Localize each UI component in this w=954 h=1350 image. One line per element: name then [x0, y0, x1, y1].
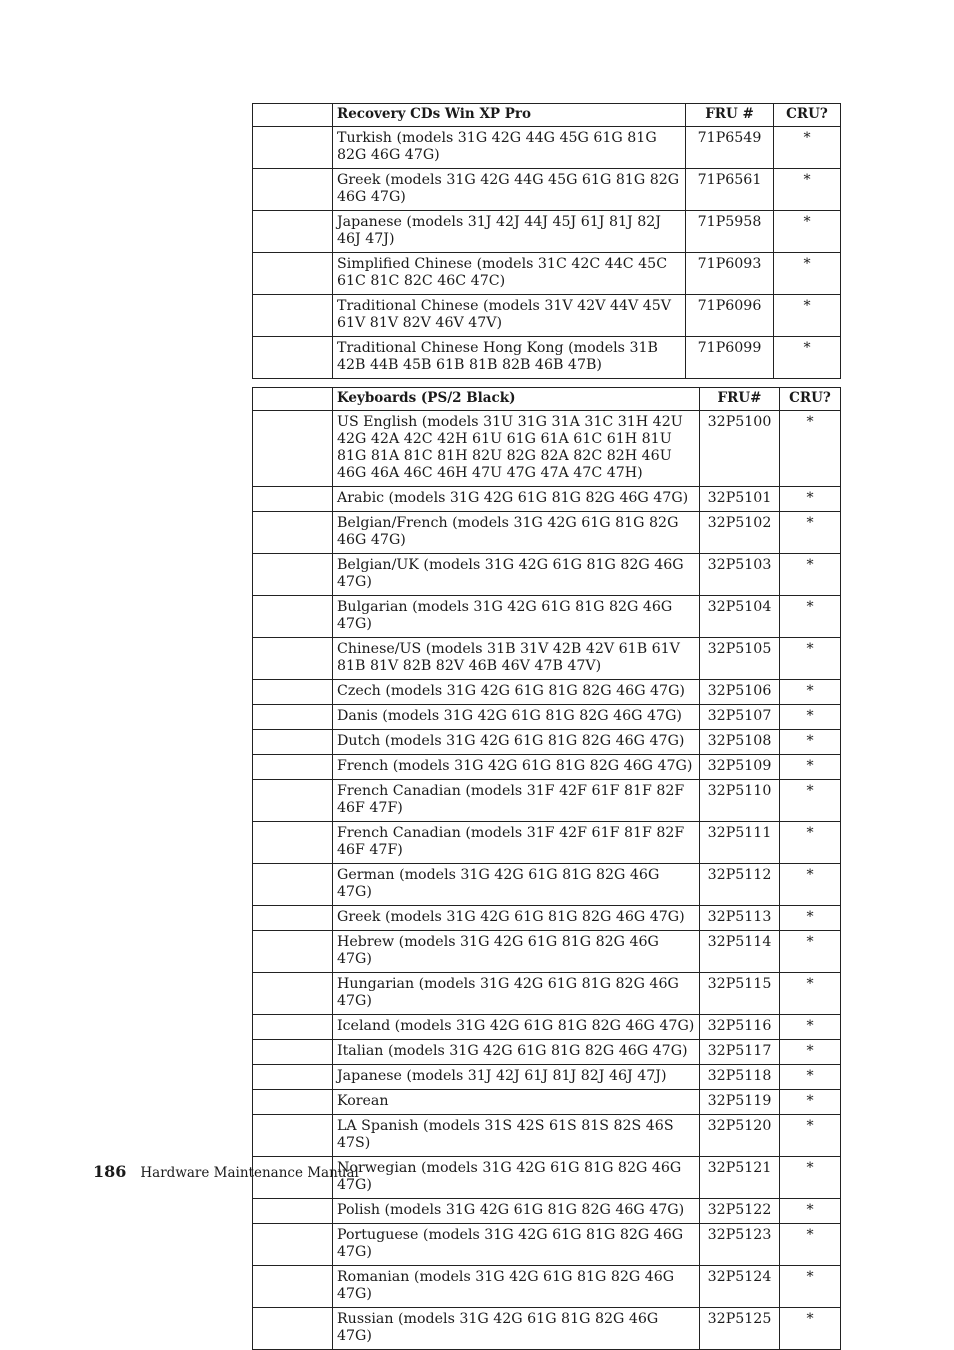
cru-cell: *	[780, 864, 841, 906]
fru-number-cell: 32P5123	[700, 1224, 780, 1266]
table-row	[253, 127, 841, 169]
fru-number-cell: 32P5119	[700, 1090, 780, 1115]
cru-cell: *	[780, 755, 841, 780]
fru-number-cell: 32P5112	[700, 864, 780, 906]
fru-column-header: FRU#	[700, 388, 780, 411]
description-cell: Dutch (models 31G 42G 61G 81G 82G 46G 47G)	[333, 730, 700, 755]
index-cell	[253, 1015, 333, 1040]
description-column-header: Recovery CDs Win XP Pro	[333, 104, 686, 127]
index-cell	[253, 638, 333, 680]
table-row	[253, 1090, 841, 1115]
index-cell	[253, 1266, 333, 1308]
page-number: 186	[93, 1162, 127, 1181]
cru-cell: *	[780, 973, 841, 1015]
description-cell: Russian (models 31G 42G 61G 81G 82G 46G 47G)	[333, 1308, 700, 1350]
cru-cell: *	[780, 906, 841, 931]
table-header-row	[253, 104, 841, 127]
cru-cell: *	[774, 211, 841, 253]
table-row	[253, 169, 841, 211]
fru-number-cell: 32P5124	[700, 1266, 780, 1308]
table-row	[253, 680, 841, 705]
description-cell: Japanese (models 31J 42J 61J 81J 82J 46J 47J)	[333, 1065, 700, 1090]
table-row	[253, 780, 841, 822]
index-cell	[253, 127, 333, 169]
cru-cell: *	[780, 512, 841, 554]
table-row	[253, 973, 841, 1015]
description-column-header: Keyboards (PS/2 Black)	[333, 388, 700, 411]
index-cell	[253, 295, 333, 337]
index-cell	[253, 906, 333, 931]
fru-number-cell: 71P5958	[686, 211, 774, 253]
recovery-cds-table	[252, 103, 841, 379]
index-cell	[253, 169, 333, 211]
fru-number-cell: 32P5121	[700, 1157, 780, 1199]
fru-number-cell: 32P5109	[700, 755, 780, 780]
description-cell: Simplified Chinese (models 31C 42C 44C 45C 61C 81C 82C 46C 47C)	[333, 253, 686, 295]
table-row	[253, 337, 841, 379]
description-cell: Danis (models 31G 42G 61G 81G 82G 46G 47G)	[333, 705, 700, 730]
fru-number-cell: 71P6561	[686, 169, 774, 211]
fru-number-cell: 32P5118	[700, 1065, 780, 1090]
description-cell: French (models 31G 42G 61G 81G 82G 46G 47G)	[333, 755, 700, 780]
index-cell	[253, 1040, 333, 1065]
fru-number-cell: 32P5116	[700, 1015, 780, 1040]
description-cell: Japanese (models 31J 42J 44J 45J 61J 81J 82J 46J 47J)	[333, 211, 686, 253]
index-column-header	[253, 388, 333, 411]
cru-cell: *	[780, 411, 841, 487]
description-cell: Hungarian (models 31G 42G 61G 81G 82G 46G 47G)	[333, 973, 700, 1015]
description-cell: Italian (models 31G 42G 61G 81G 82G 46G 47G)	[333, 1040, 700, 1065]
description-cell: Korean	[333, 1090, 700, 1115]
cru-cell: *	[774, 127, 841, 169]
fru-number-cell: 32P5120	[700, 1115, 780, 1157]
index-cell	[253, 554, 333, 596]
table-row	[253, 253, 841, 295]
table-row	[253, 1040, 841, 1065]
table-row	[253, 1266, 841, 1308]
fru-number-cell: 32P5108	[700, 730, 780, 755]
fru-number-cell: 32P5125	[700, 1308, 780, 1350]
index-cell	[253, 1115, 333, 1157]
table-row	[253, 705, 841, 730]
fru-number-cell: 32P5117	[700, 1040, 780, 1065]
table-row	[253, 411, 841, 487]
table-row	[253, 638, 841, 680]
cru-cell: *	[780, 705, 841, 730]
index-cell	[253, 705, 333, 730]
fru-number-cell: 32P5100	[700, 411, 780, 487]
description-cell: Greek (models 31G 42G 44G 45G 61G 81G 82G 46G 47G)	[333, 169, 686, 211]
table-header-row	[253, 388, 841, 411]
index-column-header	[253, 104, 333, 127]
cru-cell: *	[780, 730, 841, 755]
fru-number-cell: 32P5114	[700, 931, 780, 973]
description-cell: Czech (models 31G 42G 61G 81G 82G 46G 47G)	[333, 680, 700, 705]
cru-cell: *	[774, 337, 841, 379]
cru-column-header: CRU?	[780, 388, 841, 411]
cru-column-header: CRU?	[774, 104, 841, 127]
table-row	[253, 906, 841, 931]
description-cell: Arabic (models 31G 42G 61G 81G 82G 46G 47G)	[333, 487, 700, 512]
fru-number-cell: 32P5107	[700, 705, 780, 730]
table-row	[253, 1065, 841, 1090]
cru-cell: *	[780, 1015, 841, 1040]
table-row	[253, 1199, 841, 1224]
description-cell: Belgian/French (models 31G 42G 61G 81G 82G 46G 47G)	[333, 512, 700, 554]
cru-cell: *	[780, 780, 841, 822]
index-cell	[253, 1308, 333, 1350]
cru-cell: *	[774, 169, 841, 211]
index-cell	[253, 253, 333, 295]
fru-number-cell: 32P5110	[700, 780, 780, 822]
description-cell: German (models 31G 42G 61G 81G 82G 46G 47G)	[333, 864, 700, 906]
fru-number-cell: 71P6093	[686, 253, 774, 295]
table-row	[253, 512, 841, 554]
page-footer	[93, 1162, 359, 1181]
description-cell: Turkish (models 31G 42G 44G 45G 61G 81G 82G 46G 47G)	[333, 127, 686, 169]
table-row	[253, 487, 841, 512]
cru-cell: *	[780, 638, 841, 680]
index-cell	[253, 780, 333, 822]
cru-cell: *	[780, 1224, 841, 1266]
description-cell: Traditional Chinese (models 31V 42V 44V 45V 61V 81V 82V 46V 47V)	[333, 295, 686, 337]
table-row	[253, 864, 841, 906]
index-cell	[253, 822, 333, 864]
keyboards-table	[252, 387, 841, 1350]
description-cell: Romanian (models 31G 42G 61G 81G 82G 46G 47G)	[333, 1266, 700, 1308]
table-row	[253, 755, 841, 780]
table-row	[253, 596, 841, 638]
table-row	[253, 730, 841, 755]
index-cell	[253, 1199, 333, 1224]
fru-number-cell: 32P5105	[700, 638, 780, 680]
manual-title: Hardware Maintenance Manual	[140, 1165, 359, 1181]
index-cell	[253, 680, 333, 705]
cru-cell: *	[780, 1090, 841, 1115]
table-row	[253, 931, 841, 973]
index-cell	[253, 487, 333, 512]
index-cell	[253, 337, 333, 379]
fru-number-cell: 71P6549	[686, 127, 774, 169]
description-cell: US English (models 31U 31G 31A 31C 31H 42U 42G 42A 42C 42H 61U 61G 61A 61C 61H 81U 81G 81A 81C 81H 82U 82G 82A 82C 82H 46U 46G 46A 46C 46H 47U 47G 47A 47C 47H)	[333, 411, 700, 487]
description-cell: Norwegian (models 31G 42G 61G 81G 82G 46G 47G)	[333, 1157, 700, 1199]
index-cell	[253, 864, 333, 906]
description-cell: Belgian/UK (models 31G 42G 61G 81G 82G 46G 47G)	[333, 554, 700, 596]
description-cell: French Canadian (models 31F 42F 61F 81F 82F 46F 47F)	[333, 780, 700, 822]
index-cell	[253, 211, 333, 253]
description-cell: Hebrew (models 31G 42G 61G 81G 82G 46G 47G)	[333, 931, 700, 973]
index-cell	[253, 596, 333, 638]
fru-number-cell: 32P5102	[700, 512, 780, 554]
table-row	[253, 1015, 841, 1040]
description-cell: French Canadian (models 31F 42F 61F 81F 82F 46F 47F)	[333, 822, 700, 864]
cru-cell: *	[780, 1065, 841, 1090]
fru-number-cell: 71P6096	[686, 295, 774, 337]
cru-cell: *	[774, 295, 841, 337]
fru-number-cell: 32P5113	[700, 906, 780, 931]
cru-cell: *	[780, 931, 841, 973]
fru-number-cell: 32P5111	[700, 822, 780, 864]
cru-cell: *	[780, 680, 841, 705]
description-cell: Greek (models 31G 42G 61G 81G 82G 46G 47G)	[333, 906, 700, 931]
cru-cell: *	[780, 1157, 841, 1199]
table-row	[253, 211, 841, 253]
description-cell: Chinese/US (models 31B 31V 42B 42V 61B 61V 81B 81V 82B 82V 46B 46V 47B 47V)	[333, 638, 700, 680]
index-cell	[253, 512, 333, 554]
table-row	[253, 822, 841, 864]
description-cell: LA Spanish (models 31S 42S 61S 81S 82S 46S 47S)	[333, 1115, 700, 1157]
cru-cell: *	[780, 1040, 841, 1065]
description-cell: Bulgarian (models 31G 42G 61G 81G 82G 46G 47G)	[333, 596, 700, 638]
index-cell	[253, 1090, 333, 1115]
index-cell	[253, 411, 333, 487]
index-cell	[253, 1065, 333, 1090]
cru-cell: *	[774, 253, 841, 295]
description-cell: Polish (models 31G 42G 61G 81G 82G 46G 47G)	[333, 1199, 700, 1224]
table-row	[253, 554, 841, 596]
index-cell	[253, 931, 333, 973]
index-cell	[253, 1224, 333, 1266]
fru-number-cell: 32P5104	[700, 596, 780, 638]
fru-column-header: FRU #	[686, 104, 774, 127]
description-cell: Traditional Chinese Hong Kong (models 31B 42B 44B 45B 61B 81B 82B 46B 47B)	[333, 337, 686, 379]
cru-cell: *	[780, 554, 841, 596]
table-row	[253, 1224, 841, 1266]
index-cell	[253, 755, 333, 780]
index-cell	[253, 973, 333, 1015]
cru-cell: *	[780, 487, 841, 512]
cru-cell: *	[780, 1115, 841, 1157]
fru-number-cell: 71P6099	[686, 337, 774, 379]
cru-cell: *	[780, 822, 841, 864]
fru-number-cell: 32P5115	[700, 973, 780, 1015]
cru-cell: *	[780, 1199, 841, 1224]
cru-cell: *	[780, 1266, 841, 1308]
table-row	[253, 1115, 841, 1157]
index-cell	[253, 730, 333, 755]
fru-number-cell: 32P5101	[700, 487, 780, 512]
fru-number-cell: 32P5122	[700, 1199, 780, 1224]
cru-cell: *	[780, 596, 841, 638]
fru-number-cell: 32P5103	[700, 554, 780, 596]
cru-cell: *	[780, 1308, 841, 1350]
description-cell: Iceland (models 31G 42G 61G 81G 82G 46G 47G)	[333, 1015, 700, 1040]
fru-number-cell: 32P5106	[700, 680, 780, 705]
table-row	[253, 295, 841, 337]
description-cell: Portuguese (models 31G 42G 61G 81G 82G 46G 47G)	[333, 1224, 700, 1266]
table-row	[253, 1308, 841, 1350]
